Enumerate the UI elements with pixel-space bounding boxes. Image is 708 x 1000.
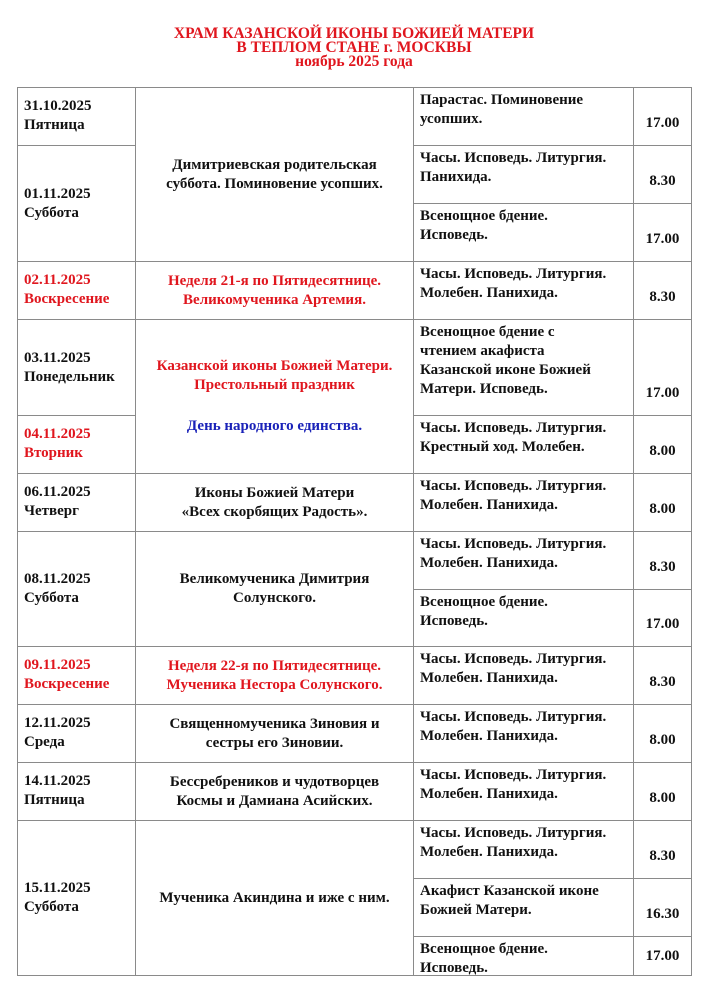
service-cell: [413, 646, 634, 705]
service-cell: [413, 415, 634, 474]
feast-title: Бессребреников и чудотворцев: [169, 773, 380, 790]
weekday-label: Суббота: [24, 590, 79, 606]
service-text: Всенощное бдение.: [420, 594, 548, 610]
time-cell: [633, 415, 692, 474]
feast-subtitle: Солунского.: [233, 590, 316, 606]
time-cell: [633, 646, 692, 705]
service-cell: [413, 145, 634, 204]
service-text: Исповедь.: [420, 613, 488, 629]
service-time: 8.30: [649, 289, 676, 305]
service-time: 16.30: [645, 906, 680, 922]
time-cell: [633, 589, 692, 647]
date-label: 03.11.2025: [24, 349, 91, 366]
service-text: Божией Матери.: [420, 902, 532, 918]
service-time: 17.00: [645, 385, 680, 401]
weekday-label: Суббота: [24, 899, 79, 915]
feast-subtitle: сестры его Зиновии.: [205, 734, 344, 751]
service-cell: [413, 762, 634, 821]
service-cell: [413, 878, 634, 937]
service-time: 8.30: [649, 559, 676, 575]
feast-cell: [135, 87, 414, 262]
service-cell: [413, 319, 634, 416]
feast-title: Мученика Акиндина и иже с ним.: [159, 889, 390, 906]
weekday-label: Пятница: [24, 117, 85, 133]
weekday-label: Понедельник: [24, 368, 115, 385]
service-time: 8.30: [649, 674, 676, 690]
schedule-month: ноябрь 2025 года: [295, 53, 413, 70]
feast-cell: [135, 319, 414, 474]
date-cell: [17, 415, 136, 474]
weekday-label: Воскресение: [24, 676, 110, 692]
time-cell: [633, 936, 692, 976]
service-cell: [413, 87, 634, 146]
date-cell: [17, 145, 136, 262]
date-label: 01.11.2025: [24, 185, 91, 202]
feast-subtitle: Космы и Дамиана Асийских.: [176, 792, 373, 809]
date-cell: [17, 261, 136, 320]
service-cell: [413, 203, 634, 262]
weekday-label: Пятница: [24, 792, 85, 808]
feast-title: Священномученика Зиновия и: [169, 715, 380, 732]
feast-subtitle: «Всех скорбящих Радость».: [181, 503, 368, 520]
church-name: ХРАМ КАЗАНСКОЙ ИКОНЫ БОЖИЕЙ МАТЕРИ: [173, 25, 535, 42]
service-text: Исповедь.: [420, 227, 488, 243]
date-label: 06.11.2025: [24, 484, 91, 500]
feast-title: Иконы Божией Матери: [194, 484, 355, 501]
service-text: Молебен. Панихида.: [420, 555, 558, 571]
time-cell: [633, 878, 692, 937]
date-label: 08.11.2025: [24, 571, 91, 587]
service-time: 8.00: [649, 501, 676, 517]
date-label: 14.11.2025: [24, 773, 91, 789]
time-cell: [633, 704, 692, 763]
service-text: Молебен. Панихида.: [420, 497, 558, 513]
service-text: Акафист Казанской иконе: [420, 883, 599, 899]
time-cell: [633, 531, 692, 590]
time-cell: [633, 319, 692, 416]
feast-title: Неделя 22-я по Пятидесятнице.: [167, 657, 382, 674]
time-cell: [633, 762, 692, 821]
service-cell: [413, 936, 634, 976]
date-label: 15.11.2025: [24, 880, 91, 896]
feast-subtitle: Мученика Нестора Солунского.: [166, 676, 383, 693]
service-cell: [413, 704, 634, 763]
feast-title: Неделя 21-я по Пятидесятнице.: [167, 272, 382, 289]
date-cell: [17, 646, 136, 705]
service-text: Часы. Исповедь. Литургия.: [420, 420, 607, 436]
feast-cell: [135, 531, 414, 647]
time-cell: [633, 87, 692, 146]
feast-title: Казанской иконы Божией Матери.: [156, 358, 393, 374]
service-text: Часы. Исповедь. Литургия.: [420, 767, 607, 783]
church-location: В ТЕПЛОМ СТАНЕ г. МОСКВЫ: [236, 39, 472, 56]
weekday-label: Среда: [24, 734, 65, 750]
date-cell: [17, 319, 136, 416]
date-cell: [17, 531, 136, 647]
service-text: усопших.: [420, 111, 483, 127]
time-cell: [633, 820, 692, 879]
service-text: Молебен. Панихида.: [420, 786, 558, 802]
service-text: Панихида.: [420, 169, 492, 185]
time-cell: [633, 145, 692, 204]
service-text: Всенощное бдение.: [420, 941, 548, 957]
weekday-label: Четверг: [24, 503, 79, 519]
time-cell: [633, 203, 692, 262]
civil-holiday-label: День народного единства.: [186, 418, 363, 434]
service-text: Парастас. Поминовение: [420, 92, 584, 108]
date-label: 12.11.2025: [24, 715, 91, 731]
service-text: Часы. Исповедь. Литургия.: [420, 150, 607, 166]
date-cell: [17, 762, 136, 821]
feast-cell: [135, 704, 414, 763]
service-text: Часы. Исповедь. Литургия.: [420, 266, 607, 282]
page-header: [0, 27, 708, 69]
weekday-label: Воскресение: [24, 291, 110, 307]
service-text: Всенощное бдение с: [420, 324, 555, 340]
service-time: 8.30: [649, 173, 676, 189]
date-cell: [17, 473, 136, 532]
feast-subtitle: Престольный праздник: [194, 377, 355, 393]
feast-subtitle: суббота. Поминовение усопших.: [166, 175, 383, 192]
service-time: 17.00: [645, 115, 680, 131]
service-time: 8.00: [649, 443, 676, 459]
feast-subtitle: Великомученика Артемия.: [183, 291, 366, 308]
date-label: 09.11.2025: [24, 657, 91, 673]
feast-cell: [135, 646, 414, 705]
service-time: 17.00: [645, 616, 680, 632]
date-label: 02.11.2025: [24, 272, 91, 288]
service-text: Казанской иконе Божией: [420, 362, 591, 378]
service-text: Часы. Исповедь. Литургия.: [420, 536, 607, 552]
weekday-label: Вторник: [24, 445, 83, 461]
service-cell: [413, 589, 634, 647]
date-label: 31.10.2025: [24, 98, 92, 114]
weekday-label: Суббота: [24, 204, 79, 221]
service-text: Всенощное бдение.: [420, 208, 548, 224]
feast-cell: [135, 820, 414, 976]
service-text: Матери. Исповедь.: [420, 381, 548, 397]
service-text: Исповедь.: [420, 960, 488, 976]
time-cell: [633, 473, 692, 532]
service-cell: [413, 473, 634, 532]
service-text: Крестный ход. Молебен.: [420, 439, 585, 455]
service-text: Молебен. Панихида.: [420, 285, 558, 301]
feast-cell: [135, 762, 414, 821]
feast-cell: [135, 261, 414, 320]
feast-title: Димитриевская родительская: [172, 156, 377, 173]
service-time: 17.00: [645, 947, 680, 964]
service-time: 17.00: [645, 231, 680, 247]
service-time: 8.00: [649, 790, 676, 806]
service-text: Молебен. Панихида.: [420, 728, 558, 744]
service-cell: [413, 261, 634, 320]
service-time: 8.00: [649, 732, 676, 748]
date-cell: [17, 87, 136, 146]
service-text: Часы. Исповедь. Литургия.: [420, 825, 607, 841]
date-cell: [17, 704, 136, 763]
service-text: чтением акафиста: [420, 343, 545, 359]
feast-title: Великомученика Димитрия: [179, 571, 370, 587]
service-text: Часы. Исповедь. Литургия.: [420, 709, 607, 725]
date-label: 04.11.2025: [24, 426, 91, 442]
service-cell: [413, 531, 634, 590]
service-time: 8.30: [649, 848, 676, 864]
feast-cell: [135, 473, 414, 532]
time-cell: [633, 261, 692, 320]
date-cell: [17, 820, 136, 976]
service-text: Часы. Исповедь. Литургия.: [420, 651, 607, 667]
service-text: Молебен. Панихида.: [420, 670, 558, 686]
service-text: Часы. Исповедь. Литургия.: [420, 478, 607, 494]
service-cell: [413, 820, 634, 879]
service-text: Молебен. Панихида.: [420, 844, 558, 860]
